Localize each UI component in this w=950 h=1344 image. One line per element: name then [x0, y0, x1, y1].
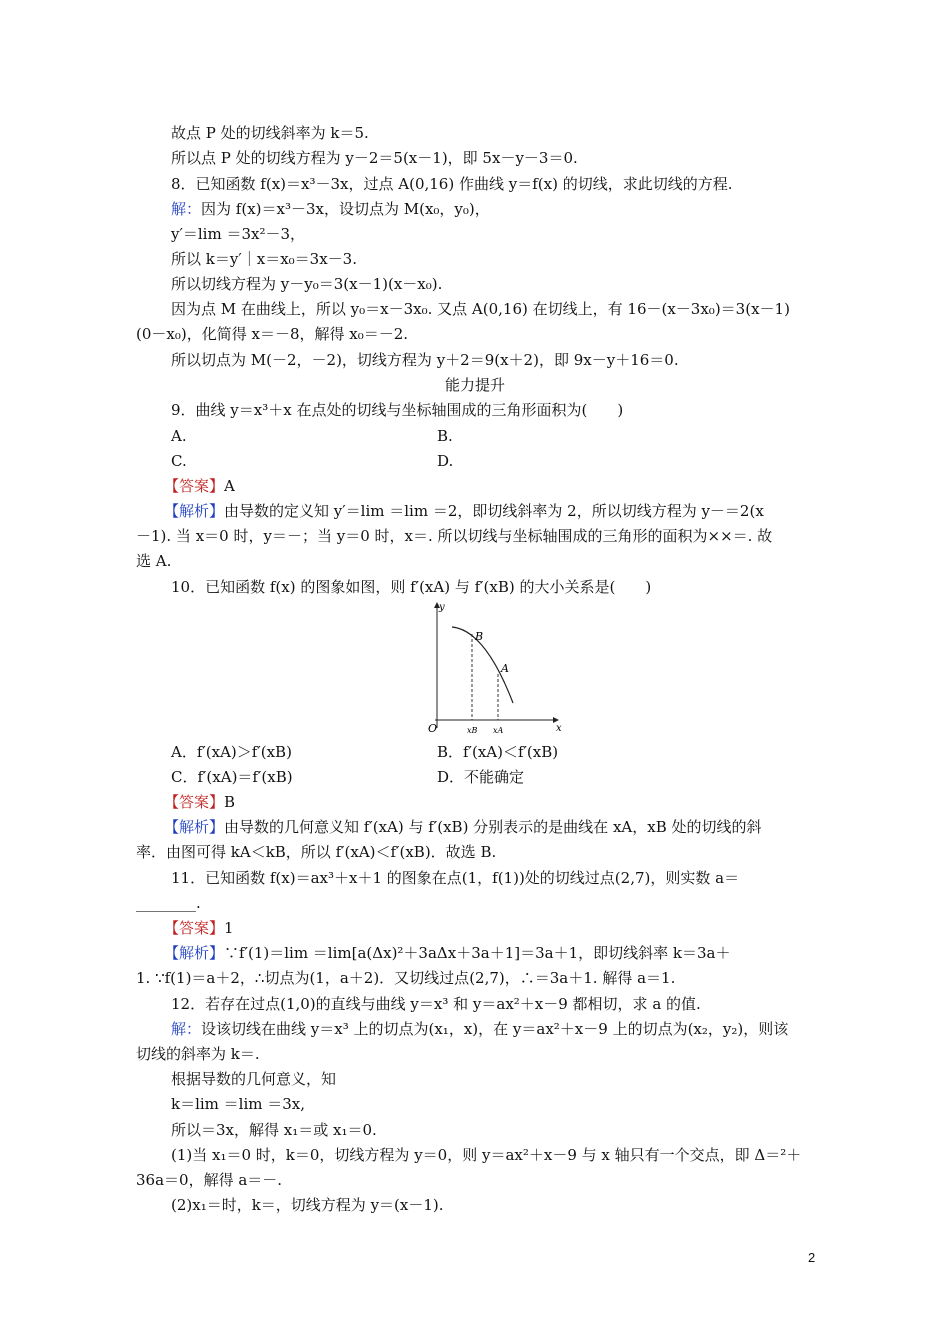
- text-line: 所以切线方程为 y－y₀＝3(x－1)(x－x₀).: [171, 275, 443, 293]
- xb-label: xB: [467, 726, 478, 735]
- point-b-label: B: [475, 630, 484, 643]
- answer-value: 1: [224, 919, 234, 937]
- answer-line: [164, 792, 235, 812]
- text-line: 率．由图可得 kA＜kB，所以 f′(xA)＜f′(xB)．故选 B.: [136, 843, 497, 861]
- text-line: 所以切点为 M(－2，－2)，切线方程为 y＋2＝9(x＋2)，即 9x－y＋16＝0.: [171, 351, 679, 369]
- solution-line: [171, 1019, 788, 1039]
- text-line: (1)当 x₁＝0 时，k＝0，切线方程为 y＝0，则 y＝ax²＋x－9 与 x 轴只有一个交点，即 Δ＝²＋: [171, 1146, 802, 1164]
- text-line: 根据导数的几何意义，知: [171, 1070, 337, 1088]
- answer-line: [164, 918, 234, 938]
- origin-label: O: [428, 722, 438, 735]
- question-11: 11．已知函数 f(x)＝ax³＋x＋1 的图象在点(1，f(1))处的切线过点(2,7)，则实数 a＝: [171, 869, 740, 887]
- section-heading: 能力提升: [444, 376, 505, 394]
- text-line: y′＝lim ＝3x²－3，: [171, 225, 306, 243]
- text-line: 选 A.: [136, 552, 172, 570]
- text-line: 所以＝3x，解得 x₁＝或 x₁＝0.: [171, 1121, 377, 1139]
- text-line: －1). 当 x＝0 时，y＝－；当 y＝0 时，x＝. 所以切线与坐标轴围成的三角形的面积为××＝. 故: [136, 527, 773, 545]
- option-c: C．f′(xA)＝f′(xB): [171, 768, 293, 786]
- text-line: (0－x₀)，化简得 x＝－8，解得 x₀＝－2.: [136, 325, 409, 343]
- function-graph-figure: [425, 600, 565, 740]
- question-9: 9．曲线 y＝x³＋x 在点处的切线与坐标轴围成的三角形面积为( ): [171, 401, 624, 419]
- answer-value: A: [224, 477, 235, 495]
- option-d: D.: [437, 452, 454, 470]
- text-line: 36a＝0，解得 a＝－.: [136, 1171, 283, 1189]
- analysis-line: [164, 817, 762, 837]
- point-a-label: A: [501, 662, 509, 675]
- solution-line: [171, 199, 490, 219]
- option-c: C.: [171, 452, 187, 470]
- text-line: 因为点 M 在曲线上，所以 y₀＝x－3x₀. 又点 A(0,16) 在切线上，有 16－(x－3x₀)＝3(x－1): [171, 300, 790, 318]
- solution-text: 因为 f(x)＝x³－3x，设切点为 M(x₀，y₀)，: [201, 200, 490, 218]
- text-line: (2)x₁＝时，k＝，切线方程为 y＝(x－1).: [171, 1196, 444, 1214]
- text-line: k＝lim ＝lim ＝3x,: [171, 1095, 306, 1113]
- text-line: 故点 P 处的切线斜率为 k＝5.: [171, 124, 369, 142]
- option-a: A.: [171, 427, 187, 445]
- answer-label: 【答案】: [164, 793, 225, 811]
- text-line: 所以 k＝y′｜x＝x₀＝3x－3.: [171, 250, 357, 268]
- solution-label: 解：: [171, 1020, 202, 1038]
- text-line: 所以点 P 处的切线方程为 y－2＝5(x－1)，即 5x－y－3＝0.: [171, 149, 578, 167]
- analysis-line: [164, 943, 730, 963]
- answer-value: B: [224, 793, 236, 811]
- option-b: B.: [437, 427, 453, 445]
- answer-label: 【答案】: [164, 919, 225, 937]
- analysis-text: ∵f′(1)＝lim ＝lim[a(Δx)²＋3aΔx＋3a＋1]＝3a＋1，即切线斜率 k＝3a＋: [224, 944, 731, 962]
- page-number: 2: [808, 1250, 816, 1265]
- answer-blank: ________.: [136, 894, 201, 912]
- answer-line: [164, 476, 235, 496]
- analysis-label: 【解析】: [164, 502, 225, 520]
- answer-label: 【答案】: [164, 477, 225, 495]
- question-12: 12．若存在过点(1,0)的直线与曲线 y＝x³ 和 y＝ax²＋x－9 都相切，求 a 的值.: [171, 995, 701, 1013]
- text-line: 1. ∵f(1)＝a＋2，∴切点为(1，a＋2)．又切线过点(2,7)，∴＝3a＋1. 解得 a＝1.: [136, 969, 676, 987]
- x-axis-label: x: [556, 723, 562, 734]
- question-8: 8．已知函数 f(x)＝x³－3x，过点 A(0,16) 作曲线 y＝f(x) 的切线，求此切线的方程.: [171, 175, 733, 193]
- option-d: D．不能确定: [437, 768, 525, 786]
- question-10: 10．已知函数 f(x) 的图象如图，则 f′(xA) 与 f′(xB) 的大小关系是( ): [171, 578, 652, 596]
- y-axis-label: y: [439, 602, 445, 613]
- analysis-line: [164, 501, 764, 521]
- analysis-label: 【解析】: [164, 944, 225, 962]
- solution-label: 解：: [171, 200, 202, 218]
- analysis-text: 由导数的定义知 y′＝lim ＝lim ＝2，即切线斜率为 2，所以切线方程为 y－＝2(x: [224, 502, 764, 520]
- text-line: 切线的斜率为 k＝.: [136, 1045, 260, 1063]
- option-a: A．f′(xA)＞f′(xB): [171, 743, 292, 761]
- option-b: B．f′(xA)＜f′(xB): [437, 743, 559, 761]
- analysis-text: 由导数的几何意义知 f′(xA) 与 f′(xB) 分别表示的是曲线在 xA，xB 处的切线的斜: [224, 818, 762, 836]
- solution-text: 设该切线在曲线 y＝x³ 上的切点为(x₁，x)，在 y＝ax²＋x－9 上的切点为(x₂，y₂)，则该: [201, 1020, 789, 1038]
- xa-label: xA: [493, 726, 504, 735]
- analysis-label: 【解析】: [164, 818, 225, 836]
